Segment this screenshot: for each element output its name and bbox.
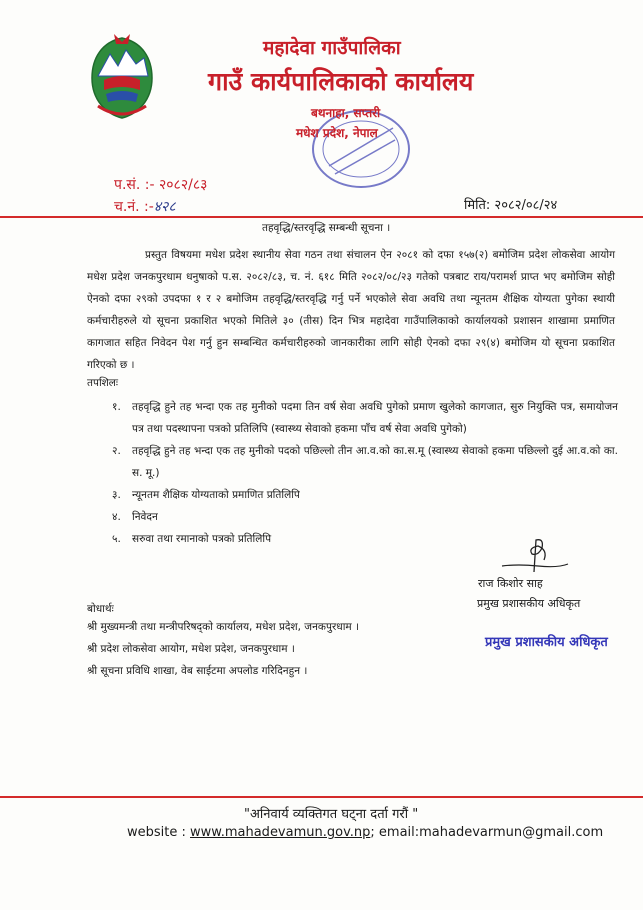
notice-subject: तहवृद्धि/स्तरवृद्धि सम्बन्धी सूचना ।	[262, 222, 391, 234]
website-link[interactable]: www.mahadevamun.gov.np	[190, 825, 371, 840]
cc-recipient: श्री मुख्यमन्त्री तथा मन्त्रीपरिषद्को कार्यालय, मधेश प्रदेश, जनकपुरधाम ।	[87, 621, 360, 633]
details-label: तपशिलः	[87, 377, 119, 389]
footer-contact	[127, 825, 603, 840]
list-item: ५. सरुवा तथा रमानाको पत्रको प्रतिलिपि	[112, 533, 272, 545]
list-item: ३. न्यूनतम शैक्षिक योग्यताको प्रमाणित प्रतिलिपि	[112, 489, 300, 501]
details-list	[112, 396, 618, 550]
official-seal-title: प्रमुख प्रशासकीय अधिकृत	[485, 635, 608, 650]
signatory-title: प्रमुख प्रशासकीय अधिकृत	[477, 597, 581, 610]
cc-label: बोधार्थः	[87, 603, 114, 615]
ps-label: प.सं. :-	[114, 177, 155, 193]
cc-recipient: श्री सूचना प्रविधि शाखा, वेब साईटमा अपलोड गरिदिनहुन ।	[87, 665, 308, 677]
signatory-name: राज किशोर साह	[478, 577, 543, 590]
footer-divider	[0, 796, 643, 798]
office-name: महादेवा गाउँपालिका	[263, 37, 401, 59]
website-label: website :	[127, 825, 186, 840]
signature-mark	[498, 536, 570, 576]
notice-body: प्रस्तुत विषयमा मधेश प्रदेश स्थानीय सेवा गठन तथा संचालन ऐन २०८१ को दफा १५७(२) बमोजिम प्रदेश लोकसेवा आयोग मधेश प्रदेश जनकपुरधाम धनुषाको प.स. २०८२/८३, च. नं. ६१८ मिति २०८२/०८/२३ गतेको पत्रबाट राय/परामर्श प्राप्त भए बमोजिम सोही ऐनको दफा २९को उपदफा १ र २ बमोजिम तहवृद्धि/स्तरवृद्धि गर्नु पर्ने भएकोले सेवा अवधि तथा न्यूनतम शैक्षिक योग्यता पुगेका स्थायी कर्मचारीहरुले यो सूचना प्रकाशित भएको मितिले ३० (तीस) दिन भित्र महादेवा गाउँपालिकाको कार्यालयको प्रशासन शाखामा प्रमाणित कागजात सहित निवेदन पेश गर्नु हुन सम्बन्धित कर्मचारीहरुको जानकारीका लागि सोही ऐनको दफा २९(४) बमोजिम यो सूचना प्रकाशित गरिएको छ ।	[87, 249, 615, 371]
nepal-emblem-icon	[84, 32, 160, 122]
list-item: ४. निवेदन	[112, 511, 158, 523]
office-title: गाउँ कार्यपालिकाको कार्यालय	[208, 67, 474, 96]
list-item: २. तहवृद्धि हुने तह भन्दा एक तह मुनीको पदको पछिल्लो तीन आ.व.को का.स.मू (स्वास्थ्य सेवाको हकमा पछिल्लो दुई आ.व.को का. स. मू.)	[112, 445, 618, 479]
office-address-line1: बथनाहा, सप्तरी	[311, 106, 381, 120]
letter-date: मिति: २०८२/०८/२४	[464, 198, 558, 213]
email-text: ; email:mahadevarmun@gmail.com	[370, 825, 604, 840]
ps-value: २०८२/८३	[159, 177, 208, 193]
office-address-line2: मधेश प्रदेश, नेपाल	[296, 126, 378, 140]
list-item: १. तहवृद्धि हुने तह भन्दा एक तह मुनीको पदमा तिन वर्ष सेवा अवधि पुगेको प्रमाण खुलेको कागजात, सुरु नियुक्ति पत्र, समायोजन पत्र तथा पदस्थापना पत्रको प्रतिलिपि (स्वास्थ्य सेवाको हकमा पाँच वर्ष सेवा अवधि पुगेको)	[112, 401, 618, 435]
chn-value: ४२८	[153, 199, 176, 215]
reference-chn	[114, 197, 176, 216]
chn-label: च.नं. :-	[114, 199, 154, 215]
cc-recipient: श्री प्रदेश लोकसेवा आयोग, मधेश प्रदेश, जनकपुरधाम ।	[87, 643, 295, 655]
reference-ps	[114, 175, 207, 194]
footer-slogan: "अनिवार्य व्यक्तिगत घट्ना दर्ता गरौं "	[244, 807, 419, 822]
header-divider	[0, 216, 643, 218]
